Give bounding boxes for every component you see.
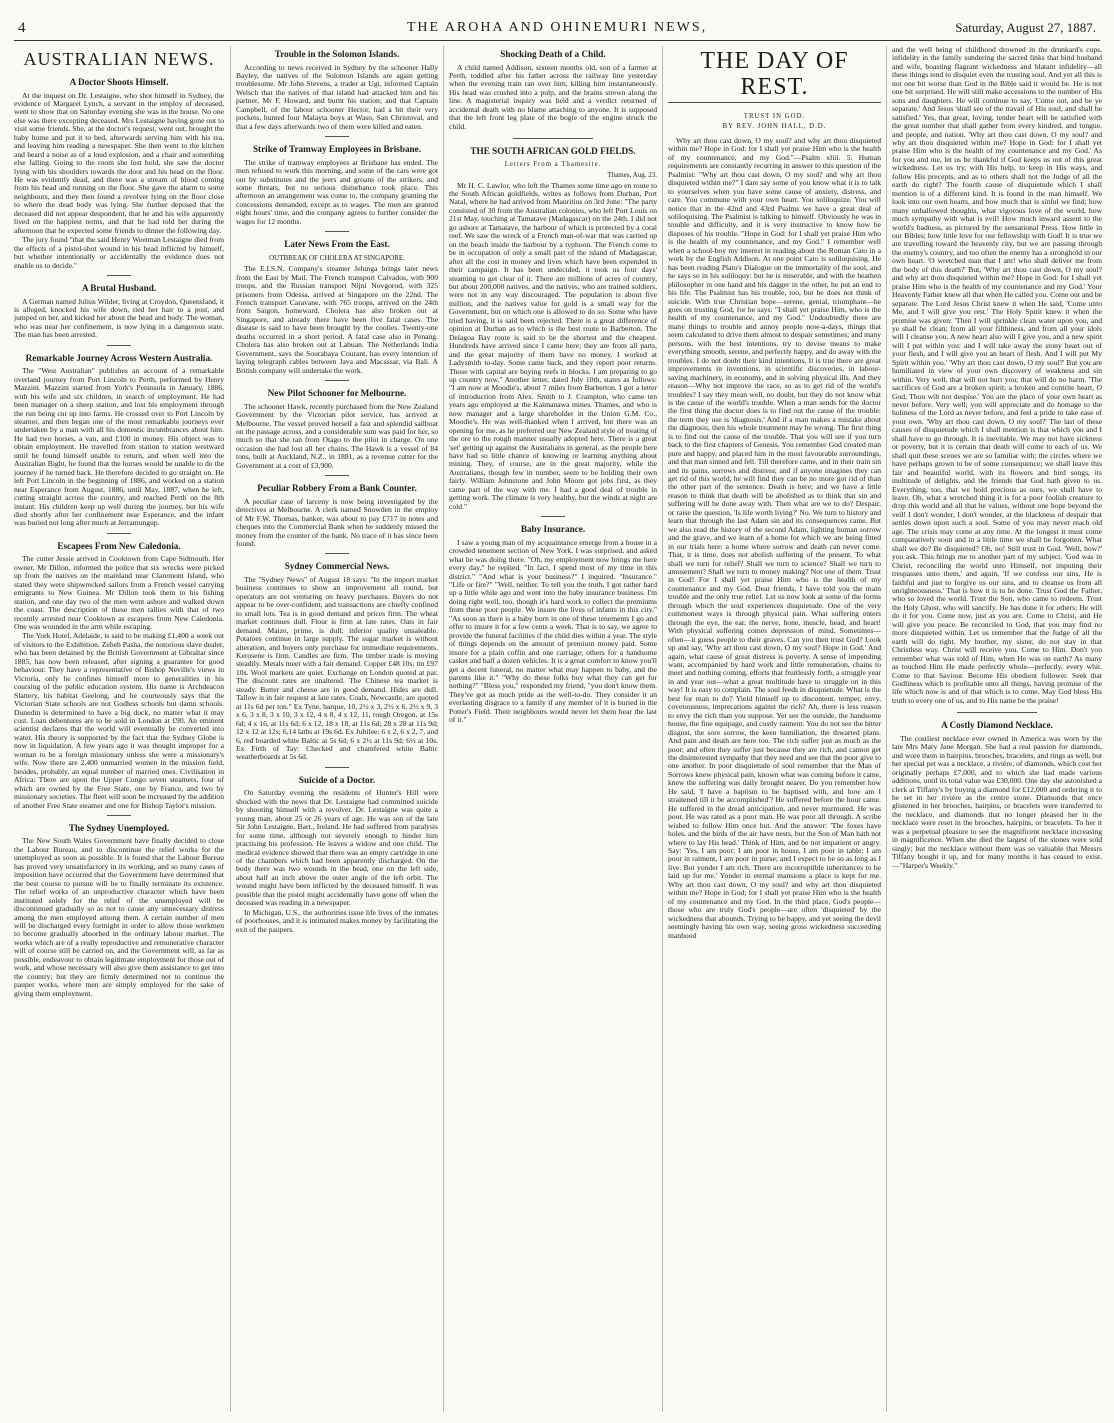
section-heading-day-of-rest: THE DAY OF REST. — [668, 48, 881, 103]
article-body: The "West Australian" publishes an account of a remarkable overland journey from Port Lincoln to Perth, performed by Henry Mazzini. Mazzini started from York's Peninsula in January, 1886, with his wife and six children, in search of employment. He had been manager on a sheep station, and lost his employment through the run being cut up into farms. He crossed over to Port Lincoln by steamer, and then began one of the most remarkable journeys ever undertaken by a man with all his domestic incumbrances about him. He had two horses, a van, and £100 in money. His object was to obtain employment. He travelled from station to station westward until he found himself unable to return, and when well into the Australian Bight, he found that the horses would be unable to do the journey if he turned back. He therefore decided to go straight on. He left Port Lincoln in the beginning of 1886, and worked on a station near Esperance from August, 1886, until May, 1887, when he left, cutting straight across the country, and reached Perth on the 8th instant. His children keep up well during the journey, but his wife died shortly after her confinement near Esperance, and the infant was buried not long after much at Jerramungup. — [14, 366, 224, 528]
article-body: The jury found "that the said Henry Weetman Lestaigne died from the effects of a pistol-shot wound in his head inflicted by himself, but whether intentionally or accidentally the evidence does not enable us to decide." — [14, 235, 224, 270]
article-title: A Costly Diamond Necklace. — [941, 720, 1053, 731]
sermon-byline: BY REV. JOHN HALL, D.D. — [722, 123, 827, 131]
column-5 — [892, 46, 1102, 1414]
article-title: Remarkable Journey Across Western Australia. — [25, 352, 213, 363]
article-title: Peculiar Robbery From a Bank Counter. — [257, 483, 417, 494]
column-rule — [230, 46, 231, 1412]
article-body: A German named Julius Wilder, living at Croydon, Queensland, it is alleged, knocked his wife down, tied her hair to a post, and jumped on her, and kicked her about the head and body. The woman, who was near her confinement, is now lying in a dangerous state. The man has been arrested. — [14, 296, 224, 340]
column-rule — [443, 46, 444, 1412]
issue-date: Saturday, August 27, 1887. — [955, 20, 1096, 35]
article-body: The E.I.S.N. Company's steamer Jelunga brings later news from the East by Mail. The French transport Calvados, with 900 troops, and the Russian transport Nijni Novgorod, with 325 prisoners from Odessa, arrived at Singapore on the 22nd. The French transport Caravane, with 765 troops, arrived on the 24th from Saigon, homeward. Cholera has also broken out at Singapore, and already there have been five fatal cases. The disease is said to have been brought by the coolies. Twenty-one deaths occurred in a short period. A fatal case also in Penang. Cholera has also broken out at Labuan. The Netherlands India Government, says the Sourabaya Courant, has every intention of laying telegraph cables between Java and Macassar, via Bali. A British company will undertake the work. — [236, 264, 438, 375]
article-body: A child named Addison, sixteen months old, son of a farmer at Perth, toddled after his father across the railway line yesterday when the evening train ran over him, killing him instantaneously. His head was crushed into a pulp, and the brains strewn along the line. A magisterial inquiry was held and a verdict returned of accidental death with no blame attaching to anyone. It is supposed that the left front leg plate of the bogie of the engine struck the child. — [449, 62, 657, 131]
section-heading-australian-news: AUSTRALIAN NEWS. — [23, 49, 215, 69]
divider — [107, 815, 131, 816]
article-body: The strike of tramway employees at Brisbane has ended. The men refused to work this morning, and some of the cars were got out by substitutes and the jeers and groans of the strikers, and some threats, but no serious disturbance took place. This afternoon an arrangement was come to, the company granting the concessions demanded, except as to wages. The men are granted eight hours' time, and the company agrees to further consider the wages for 12 months. — [236, 157, 438, 226]
article-subheading: OUTBREAK OF CHOLERA AT SINGAPORE. — [269, 253, 405, 262]
article-title: Trouble in the Solomon Islands. — [274, 49, 400, 59]
article-body: Why art thou cast down, O my soul? and why art thou disquieted within me? Hope in God: for I shall yet praise Him who is the health of my countenance, and my God."—Psalm xliii. 5. Human requirements are constantly recurring in answer to this question of the Psalmist: "Why art thou cast down, O my soul? and why art thou disquieted within me?" I dare say some of you know what it is to talk to yourselves when you have some cause of anxiety, distress, and care. You commune with your own heart. You soliloquize. You will notice that in the 42nd and 43rd Psalms we have a great deal of soliloquising. The Psalmist is talking to himself. Obviously he was in trouble and difficulty, and it is very instructive to know how he disposes of his trouble. "Hope in God: for I shall yet praise Him who is the health of my countenance, and my God." I remember well when a school-boy my interest in reading about the Roman Cato in a work by the English Addison. At one point Cato is soliloquising. He has been reading Plato's Dialogue on the immortality of the soul, and he says so in his soliloquy: but he is miserable, and with the heathen philosopher in one hand and his dagger in the other, he put an end to his life. The Psalmist has his trouble, too, but he does not think of suicide. With true Christian hope—serene, genial, triumphant—he goes on trusting God, for he says: "I shall yet praise Him, who is the health of my countenance, and my God." Undoubtedly there are many things to trouble and annoy people now-a-days, things that seem calculated to drive them almost to despair sometimes; and many persons, with the best intentions, try to devise means to make everything smooth, serene, and perfectly happy, and do away with the troubles. I do not doubt their kind intentions. It is true there are great improvements in inventions, in scientific discoveries, in labour-saving machinery, in economy, and in solving physical ills. And they reason—Why not improve the race, so as to get rid of the world's troubles? I say they mean well, no doubt, but they do not know what is the cause of the world's trouble. When a man sends for the doctor the first thing the doctor does is to find out the cause of the trouble: the term they use is 'diagnosis.' And if a man makes a mistake about the diagnosis, then his whole treatment may be wrong. The first thing is to find out the cause of the trouble. That you will see if you turn back to the first chapters of Genesis. You remember God created man pure and happy, and placed him in the most favourable surroundings, and that man sinned and fell. Till therefore came, and in their train sin and its pains, sorrows and distress; and if anyone imagines they can get rid of this world, he will find they can be no more got rid of than the other part of the sentence. Death is here; and we have a little reason to think that death will be abolished as to think that sin and suffering will be done away with. Then what are we to do? Despair, or raise the question, 'Is life worth living?' No. We turn to history and learn that through the last Adam sin and its consequences came. But we also read the history of the second Adam, lighting human sorrow and the grave, and we learn of a home for which we are being fitted in our trials here: a home where sorrow and death can never come. That, it is time, does not abolish suffering of the present. To what shall we turn for relief? Shall we turn to science? Shall we turn to amusement? Shall we turn to money making? Not one of them. Trust in God! For I shall yet praise Him who is the health of my countenance and my God. Dear friends, I have told you the main trouble and the only true relief. Let us now look at some of the forms through which the soul experiences disquietude. One of the very commonest ways is through physical pain. What suffering enters through the eye, the ear, the nerve, bone, muscle, head, and heart! With physical suffering comes depression of mind. Sometimes—often—it guess people to their graves. Can you then trust God? Look up and say, 'Why art thou cast down, O my soul? Hope in God.' And again, what cause of great distress is poverty. A sense of impending want, accompanied by hard work and little remuneration, chains to meet and nothing coming, efforts that fruitlessly forth, a struggle year in and year out—what a great multitude have to struggle on in this way! It is easy to complain. The soul feeds in disquietude. What is the best for man to do? Yield himself up to discontent, temper, envy, covetousness, imprecations against the rich? Ah, there is less reason to envy the rich than you suppose. Yet see the outside, the handsome house, the fine equipage, and costly raiment. You do not see the bitter disgust, the sore sorrow, the keen humiliation, the thwarted plans. And pain and death are here too. The rich suffer just as much as the poor; and often they suffer just because they are rich, and cannot get the disinterested sympathy that they need and see that the poor give to one another. In poor disquietude of soul remember that the Man of Sorrows knew physical pain, known what was coming before it came, knew the suffering was daily brought nearer. Do you remember how He said, 'I have a baptism to be baptised with, and how am I straitened till it be accomplished'? He suffered before the hour came. He suffered in the dread anticipation, and never murmured. He was poor. He was rated as a poor man. He was poor all through. A scribe wished to follow Him once but. And the answer: 'The foxes have holes, and the birds of the air have nests, but the Son of Man hath not where to lay His head.' Think of Him, and be not impatient or angry. Say: 'Yes, I am poor; I am poor in house, I am poor in table; I am poor in raiment, I am poor in purse; and I expect to be so as long as I live. But yonder I am rich. There are incorruptible inheritances to be laid up for me.' Yonder in eternal mansions a place is kept for me. Why art thou cast down, O my soul? and why art thou disquieted within me? Hope in God; for I shall yet praise Him who is the health of my countenance and my God. In the third place, God's people—those who are truly God's people—are often 'disquieted' by the wickedness that abounds. Trying to be happy, and yet seeing the devil seemingly having his own way, seeing gross wickedness succeeding manhood — [668, 135, 881, 940]
divider — [325, 553, 349, 554]
divider — [107, 533, 131, 534]
divider — [107, 275, 131, 276]
article-body: In Michigan, U.S., the authorities issue life lives of the inmates of poorhouses, and it is intimated makes money by facilitating the exit of the paupers. — [236, 907, 438, 934]
divider — [541, 516, 565, 517]
article-body: A peculiar case of larceny is now being investigated by the detectives at Melbourne. A clerk named Snowden in the employ of Mr F.W. Thomas, banker, was about to pay £717 in notes and cheques into the Commercial Bank when he suddenly missed the money from the counter of the bank. No trace of it has since been found. — [236, 496, 438, 548]
column-1 — [14, 46, 224, 1414]
article-body: I saw a young man of my acquaintance emerge from a house in a crowded tenement section of New York. I was surprised, and asked what he was doing there. "Oh, my employment now brings me here every day," he replied. "In fact, I spend most of my time in this district." "And what is your business?" I inquired. "Insurance." "Life or fire?" "Well, neither. To tell you the truth, I got rather hard up a little while ago and went into the baby insurance business. I'm doing right well, too, though it's hard work to collect the premiums from these poor people. We insure the lives of infants in this city." "As soon as there is a baby born in one of these tenements I go and offer to insure it for a few cents a week. That is to say, we agree to provide the funeral facilities if the child dies within a year. The style of things depends on the amount of premium money paid. Some insure for a plain coffin and one carriage; others for a handsome casket and half a dozen vehicles. It is a great comfort to know you'll get a decent funeral, no matter what may happen to baby, and the parents like it." "Why do these folks buy what they can get for nothing?" "Bless you," responded my friend, "you don't know them. They've got as much pride as the well-to-do. They consider it an everlasting disgrace to a family if any member of it is buried in the Potter's Field. Their neighbours would never let them hear the last of it." — [449, 537, 657, 725]
article-body: According to news received in Sydney by the schooner Hally Bayley, the natives of the Solomon Islands are again getting troublesome. Mr John Stevens, a trader at Ugi, informed Captain Welsch that the natives of that island had attacked him and his partner, Mr F. Howard, and burnt his station; and that Captain Campbell, of the labour schooner Hector, had a bit their very pockets, hunted four Malayta boys at Waso, San Christoval, and that a few days afterwards two of them were killed and eaten. — [236, 62, 438, 131]
article-dateline: Thames, Aug. 23. — [607, 171, 657, 180]
divider — [325, 136, 349, 137]
article-body: Mr H. C. Lawlor, who left the Thames some time ago en route to the South African goldfields, writes as follows from Durban, Port Natal, where he had arrived from Mauritius on 3rd June: "The party consisted of 30 from the Australian colonies, who left Port Louis on 21st May, touching at Tamatave (Madagascar) on the 24th. I did not go ashore at Tamatave, the harbour of which is protected by a coral reef. We saw the wreck of a French man-of-war that was carried up on the beach inside the harbour by a typhoon. The French come to be in occupation of only a small part of the island of Madagascar, after all the cost in money and lives which have been expended in their campaign. It has been undecided, it took us four days' steaming to get clear of it. There are millions of acres of country, but about 200,000 natives, and the natives, who are trained soldiers, were not in any way discouraged. The population is about five million, and the natives value for gold is a small way for the Government, but on which one is allowed to do so. Some who have tried having, it is said been rejected. There is a great difference of opinion at Durban as to which is the best route to Barberton. The Delagoa Bay route is said to be the shortest and the cheapest. Hundreds have arrived since I came here; they are from all parts, and the great majority of them have no money. I worked at Ladysmith to-day. Some came back, and they report poor returns. Those with capital are buying reefs in blocks. I am preparing to go up country now." Another letter, dated July 10th, states as follows: "I am now at Moodie's, about 7 miles from Barberton. I got a letter of introduction from Alex. Smith to J. Crampton, who came ten years ago employed at the Kaimanawa mines. Thames, and who is now manager and a large shareholder in the Union G.M. Co., Moodie's. He was well-thanked when I arrived, but there was an opening for me, as he preferred our New Zealand style of treating of the ore to the rough manner usually adopted here. There is a great 'set' getting up against the Australians in general, as the people here have had so little chance of knowing or learning anything about mining. They, of course, are in the great majority, while the Australians, though few in number, seem to be holding their own fairly. William Johnstone and John Moore got jobs first, as they came part of the way with me. I had a good deal of trouble in getting work. The climate is very healthy, but the winds at night are cold." — [449, 180, 657, 511]
column-rule — [662, 46, 663, 1412]
article-title: Suicide of a Doctor. — [298, 774, 376, 785]
article-title: Sydney Commercial News. — [284, 561, 390, 572]
article-title: THE SOUTH AFRICAN GOLD FIELDS. — [470, 146, 636, 157]
article-body: and the well being of childhood drowned in the drunkard's cups, infidelity in the family sundering the sacred links that bind husband and wife, boasting flagrant wickedness and blatant infidelity—all these things tend to disquiet even the trusting soul. And yet all this is not one bit worse than God in the Bible said it would be. He is not one bit surprised. He will still make accessions to the number of His sons and daughters. He will continue to say, 'Come out, and be ye separate.' And Jesus 'shall see of the travail of His soul, and shall be satisfied.' Yes, that great, loving, tender heart will be satisfied with the great number that shall gather from every kindred, and tongue, and people, and nation. 'Why art thou cast down, O my soul? and why art thou disquieted within me? Hope in God: for I shall yet praise Him who is the health of my countenance and my God.' As for you and me, let us be thankful if God keeps us out of this great wickedness. Let us try, with His help, to keep in His ways, and follow His precepts, and as to others shall not the Judge of all the earth do right? The fourth cause of disquietude which I shall mention is of a different kind. It is found in the man himself. We look into our own hearts, and how much that is sinful we find; how many unhallowed thoughts, what vigorous love of the world, how much sympathy with what is evil! How much inward assent to the world's badness, as pictured by the sensational Press. How little in our Bibles; how little love for our fellowship with God! It is true we are travelling toward the heavenly city, but we are passing through the enemy's country, and too often the enemy has a stronghold in our own heart. 'O wretched man that I am! who shall deliver me from the body of this death?' But, 'Why art thou cast down, O my soul? and why art thou disquieted within me? Hope in God: for I shall yet praise Him who is the health of my countenance and my God.' Your Heavenly Father knew all that when He called you. Come out and be separate. The Lord Jesus Christ knew it when He said, 'Come unto Me, and I will give you rest.' The Holy Spirit knew it when the promise was given: 'Then I will sprinkle clean water upon you, and ye shall be clean; from all your filthiness, and from all your idols will I cleanse you. A new heart also will I give you, and a new spirit will I put within you: and I will take away the stony heart out of your flesh, and I will give you an heart of flesh. And I will put My Spirit within you.' 'Why art thou cast down, O my soul?' But you are humiliated in view of your own discovery of weakness and sin within. Very well, that will not hurt you; that will do no harm. 'The sacrifices of God are a broken spirit; a broken and contrite heart, O God, Thou wilt not despise.' You are the place of your own heart as never before. Very well; you will appreciate and do homage to the holiness of the Lord as never before, and feel a pride to take ease of your own. 'Why art thou cast down, O my soul?' The last of these causes of disquietude which I shall mention is that which you and I shall have to go through. It is inevitable. We may not have sickness or poverty, but it is certain that death will come to each of us. We shall quit these scenes we are so familiar with; the circles where we have perhaps grown to be of some consequence; we shall leave this fair and beautiful world, with its flowers and bird songs, its multitude of delights, and the friends that God hath given to us. Everything, too, that we hold precious as ours, we shall have to leave. Oh, what a wretched thing it is for a poor foolish creature to drop this world and all that he values, without one hope beyond the veil! I don't wonder, I don't wonder, at the blackness of despair that settles down upon such a soul. Some of you may never reach old age. The crisis may come at any time. At the longest it must come comparatively soon and in a little time we shall be forgotten. What shall we do? Be disquieted? Oh, no! Still trust in God. 'Well, how?' you ask. This brings me to another part of my subject. 'God was in Christ, reconciling the world unto Himself, not imputing their trespasses unto them,' and again, 'If we confess our sins, He is faithful and just to forgive us our sins, and to cleanse us from all unrighteousness.' That is how it is to be done. Trust God the Father, who so loved the world. Trust the Son, who came to redeem. Trust the Holy Ghost, who will sanctify. He has done it for others; He will do it for you. Come now, just as you are. Come to Christ, and He will give you peace. Be reconciled to God, that you may find no more disquieted within. Let us remember that the Judge of all the earth will do right. My brother, my sister, do not stay in that Christless way. Christ will receive you. Come to Him. Don't you remember what was told of Him, when He was on earth? As many as touched Him He made perfectly whole—perfectly, every whit. Come to that Saviour. Become His obedient follower. Seek that Godliness which is profitable unto all things, having promise of the life which now is and of that which is to come. May God bless His truth to every one of us, and to His name be the praise! — [892, 46, 1102, 705]
article-body: The costliest necklace ever owned in America was worn by the late Mrs Mary Jane Morgan. She had a real passion for diamonds, and wore them in hairpins, brooches, bracelets, and rings as well, but her special pet was a necklace, a rivière, of diamonds, which cost her originally perhaps £7,000, and to which she had made various additions, until its total value was £30,000. One day she astonished a clerk at Tiffany's by buying a diamond for £12,000 and ordering it to be set in her rivière as the centre stone. Diamonds that once glistened in her brooches, hairpins, or bracelets were transferred to the necklace, and diamonds that no longer pleased her in the necklace were reset in the brooches, hairpins, or bracelets. To her it was a perpetual pleasure to see the magnificent necklace increasing in magnificence. When she died the largest of the stones were sold singly; but the necklace without them was so valuable that Messrs Tiffany bought it up, and for many months it has ceased to exist.—"Harper's Weekly." — [892, 733, 1102, 870]
article-title: Baby Insurance. — [520, 524, 586, 535]
masthead-bar — [14, 14, 1100, 41]
article-title: The Sydney Unemployed. — [68, 822, 170, 833]
article-title: A Brutal Husband. — [81, 283, 157, 294]
divider — [513, 138, 593, 139]
sermon-title: TRUST IN GOD. — [743, 113, 806, 120]
column-3 — [449, 46, 657, 1414]
column-4 — [668, 46, 881, 1414]
article-body: The schooner Hawk, recently purchased from the New Zealand Government by the Victorian pilot service, has arrived at Melbourne. The vessel proved herself a fast and splendid sailboat on the passage across, and a considerable sum was paid for her, so much so that she ran from Otago to the pilot in charge. On one occasion she had lost all her chains. The Hawk is a vessel of 84 tons, built at Auckland, N.Z., in 1881, as a revenue cutter for the Government at a cost of £3,900. — [236, 401, 438, 470]
divider — [325, 380, 349, 381]
column-rule — [886, 46, 887, 1412]
article-title: Strike of Tramway Employees in Brisbane. — [252, 144, 422, 155]
article-title: Escapees From New Caledonia. — [57, 540, 181, 551]
column-2 — [236, 46, 438, 1414]
article-body: The "Sydney News" of August 18 says: "In the import market business continues to show an improvement all round, but operators are not venturing on heavy purchases. Buyers do not appear to be over-confident, and transactions are chiefly confined to small lots. Tea is in good demand and prices firm. The wheat market continues dull. Flour is firm at late rates. Oats in fair demand. Maize, prime, is dull; inferior quality unsaleable. Potatoes continue in large supply. The sugar market is without alteration, and buyers only purchase for immediate requirements. Kerosene is firm. Candles are firm. The timber trade is moving steadily. Metals meet with a fair demand. Copper £48 10s; tin £97 10s. Wool markets are quiet. Exchange on London quoted at par. The discount rates are unaltered. The Chinese tea market is steady. Butter and cheese are in good demand. Hides are dull. Tallow is in fair request at late rates. Coals, Newcastle, are quoted at 11s 6d per ton." Ex Tyne, barque, 10, 2½ x 3, 2½ x 6, 2½ x 9, 3 x 6, 3 x 8, 3 x 10, 3 x 12, 4 x 8, 4 x 12, 11, rough Oregon, at 15s 6d; 4 x 16, at 11s 6d; 6 x 12, 18 x 18, at 11s 6d; 28 x 28 at 11s 9d; 12 x 12 at 12s; 6,14 laths at 19s 6d. Ex Jubilee: 6 x 2, 6 x 2, 7, and 6, red boarded white Baltic at 5s 6d; 6 x 2½ at 11s 9d; 6½ at 10s. Ex Firth of Tay: Checked and chamfered white Baltic weatherboards at 5s 6d. — [236, 574, 438, 762]
article-title: New Pilot Schooner for Melbourne. — [267, 388, 407, 399]
divider — [325, 767, 349, 768]
article-body: On Saturday evening the residents of Hunter's Hill were shocked with the news that Dr. Lestaigne had committed suicide by shooting himself with a revolver. Dr. Lestaigne was quite a young man, about 25 or 26 years of age. He was son of the late Sir John Lestaigne, Bart., Ireland. He had suffered from paralysis for some time, although not severely enough to hinder him practising his profession. He leaves a widow and one child. The medical evidence showed that there was an empty cartridge in one of the chambers which had been apparently discharged. On the body there was two wounds in the head, one on the left side, about half an inch above the outer angle of the left orbit. The wound might have been inflicted by the deceased himself. It was possible that the pistol might accidentally have gone off when the deceased was reading in a newspaper. — [236, 788, 438, 908]
divider — [325, 475, 349, 476]
article-title: Shocking Death of a Child. — [500, 49, 606, 59]
newspaper-title: THE AROHA AND OHINEMURI NEWS, — [406, 20, 708, 35]
divider — [957, 712, 1037, 713]
article-body: At the inquest on Dr. Lestaigne, who shot himself in Sydney, the evidence of Margaret Lynch, a servant in the employ of deceased, went to show that on Saturday evening she was in the house. No one else was there excepting deceased. Mrs Lestaigne having gone out to visit some friends. She, at the doctor's request, went out, brought the baby home and put it to bed, afterwards serving him with his tea, and leaving him reading a newspaper. She then went to the kitchen and heard a noise as of a loud explosion, and a chair and something else falling. Going to the room she lost hold, she saw the doctor lying with his shoulders towards the door and his head on the floor. He was evidently dead, and there was a stream of blood coming from his head and running on the floor. She gave the alarm to some neighbours, and they then found a revolver lying on the floor close to where the dead body was lying. She further deposed that the deceased did not appear despondent, that he and his wife apparently lived on the happiest terms, and that he had told her during the afternoon that he expected some friends to dinner the following day. — [14, 90, 224, 235]
article-body: The cutter Jessie arrived in Cooktown from Cape Sidmouth. Her owner, Mr Dillon, informed the police that six wrecks were picked up from the natives on the mainland near Claremont Island, who stated they were shipwrecked sailors from a French vessel carrying emigrants to New Guinea. Mr Dillon took them to his fishing station, and one day two of the men went ashore and walked down the coast. The description of these men tallies with that of two recently arrested near Cooktown as escapees from New Caledonia. One was wounded in the arm while escaping. — [14, 554, 224, 632]
article-title: A Doctor Shoots Himself. — [69, 77, 169, 87]
divider — [107, 345, 131, 346]
article-body: The New South Wales Government have finally decided to close the Labour Bureau, and to discontinue the relief works for the unemployed as soon as possible. It is found that the Labour Bureau has proved very unsatisfactory in its working, and so many cases of imposition have occurred that the Government have determined that the best course to pursue will be to finally terminate its existence. The relief works of an unproductive character which have been instituted solely for the relief of the unemployed will be discontinued gradually so as not to cause any unnecessary distress among the men employed among them. A certain number of men will be discharged every fortnight in order to allow those workmen to become gradually absorbed in the ordinary labour market. The works which are of a really reproductive and remunerative character will of course still be carried on, and the Government will, as far as possible, endeavour to obtain legitimate employment for those out of work, and whose necessary will also give them assistance to get into the country; but they are firmly determined not to continue the pauper works, where men are simply employed for the sake of giving them employment. — [14, 836, 224, 998]
divider — [325, 231, 349, 232]
article-subheading: Letters From a Thamesite. — [504, 160, 602, 168]
article-body: The York Hotel, Adelaide, is said to be making £1,400 a week out of visitors to the Exhibition. Zebeh Pasha, the notorious slave dealer, who has been detained by the British Government at Gibraltar since 1885, has now been released, after signing a guarantee for good behaviour. They have a representative of Bishop Neville's views in Victoria, only he confines himself more to generalities in his coursing of the public education system. His name is Archdeacon Slattery, his habitat Geelong, and he courteously says that the Victorian State schools are not Godless schools but damn schools. Dunedin is determined to have a big dock, no matter what it may cost. Loan debentures are to be sold in London at £90. An eminent scientist declares that the world will eventually be converted into water. His theory is supported by the fact that the Sydney Globe is now in liquidation. A few years ago it was thought improper for a woman to be a foreign missionary unless she were a missionary's wife. Now there are 2,400 unmarried women in the mission field, besides, probably, an equal number of married ones. Civilisation in Africa: There are upon the Upper Congo seven steamers, four of which are owned by the Free State, one by France, and two by missionary societies. The fleet will soon be increased by the addition of another Free State steamer and one for Bishop Taylor's mission. — [14, 631, 224, 810]
article-title: Later News From the East. — [284, 239, 390, 250]
page-number: 4 — [18, 20, 26, 36]
